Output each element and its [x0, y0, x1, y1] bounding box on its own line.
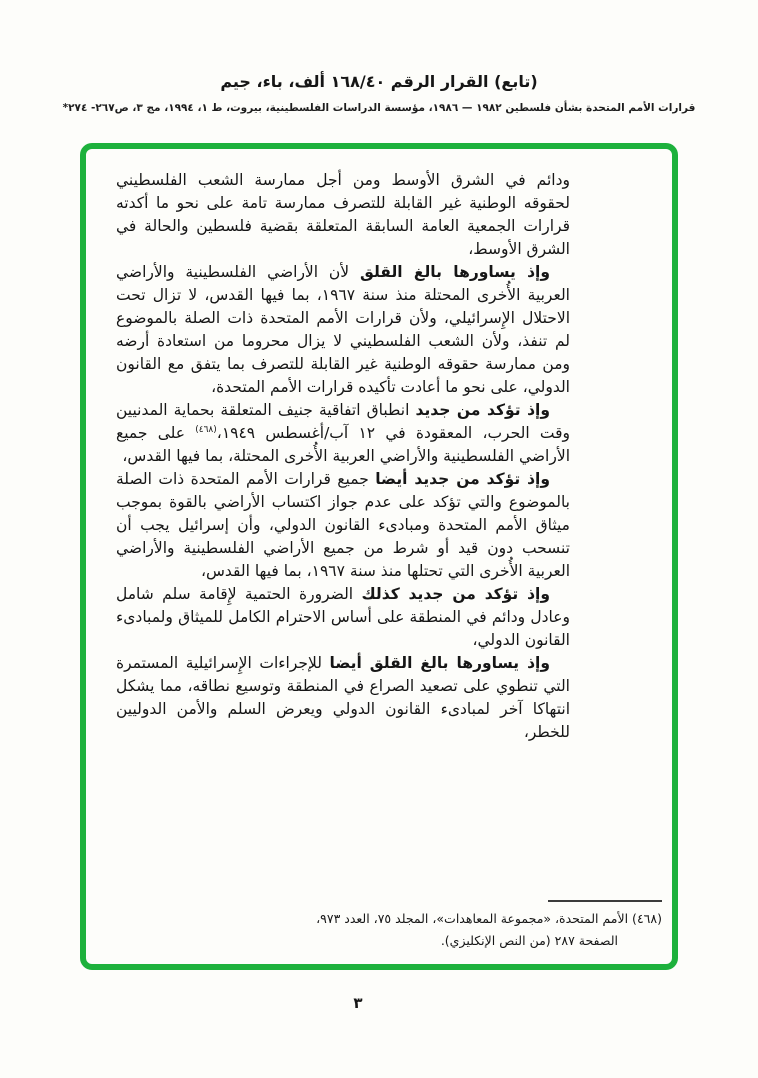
paragraph — [116, 261, 570, 399]
page-title: (تابع) القرار الرقم ١٦٨/٤٠ ألف، باء، جيم — [220, 72, 538, 91]
source-citation: قرارات الأمم المتحدة بشأن فلسطين ١٩٨٢ — ١٩٨٦، مؤسسة الدراسات الفلسطينية، بيروت، ط ١، ١٩٩٤، مج ٣، ص٢٦٧- ٢٧٤* — [62, 102, 696, 114]
paragraph-lead: وإذ يساورها بالغ القلق أيضا — [329, 654, 550, 672]
footnote-ref-marker: (٤٦٨) — [195, 424, 217, 435]
paragraph-lead: وإذ يساورها بالغ القلق — [360, 263, 550, 281]
document-frame — [80, 143, 678, 970]
paragraph — [116, 169, 570, 261]
paragraph-lead: وإذ تؤكد من جديد أيضا — [375, 470, 550, 488]
paragraph — [116, 652, 570, 744]
paragraph — [116, 468, 570, 583]
footnote-separator — [548, 900, 662, 902]
paragraph-lead: وإذ تؤكد من جديد كذلك — [361, 585, 550, 603]
footnote-line: (٤٦٨) الأمم المتحدة، «مجموعة المعاهدات»، المجلد ٧٥، العدد ٩٧٣، — [316, 911, 662, 926]
paragraph-text: ودائم في الشرق الأوسط ومن أجل ممارسة الشعب الفلسطيني لحقوقه الوطنية غير القابلة للتصرف ممارسة تامة على نحو ما أكدته قرارات الجمعية العامة السابقة المتعلقة بقضية فلسطين والحالة في الشرق الأوسط، — [116, 171, 570, 258]
paragraph-text: انطباق اتفاقية جنيف المتعلقة بحماية المدنيين وقت الحرب، المعقودة في ١٢ آب/أغسطس ١٩٤٩، — [116, 401, 570, 442]
paragraph — [116, 399, 570, 468]
paragraph-text: لأن الأراضي الفلسطينية والأراضي العربية الأُخرى المحتلة منذ سنة ١٩٦٧، بما فيها القدس، لا تزال تحت الاحتلال الإِسرائيلي، ولأن قرارات الأمم المتحدة ذات الصلة بالموضوع لم تنفذ، ولأن الشعب الفلسطيني لا يزال محروما من استعادة أرضه ومن ممارسة حقوقه الوطنية غير القابلة للتصرف بما يتفق مع القانون الدولي، على نحو ما أعادت تأكيده قرارات الأمم المتحدة، — [116, 263, 570, 396]
paragraph-text: على جميع الأراضي الفلسطينية والأراضي العربية الأُخرى المحتلة، بما فيها القدس، — [116, 424, 570, 465]
footnote — [312, 900, 662, 952]
body-text — [116, 169, 570, 744]
paragraph-text: للإجراءات الإِسرائيلية المستمرة التي تنطوي على تصعيد الصراع في المنطقة وتوسيع نطاقه، مما يشكل انتهاكا آخر لمبادىء القانون الدولي ويعرض السلم والأمن الدوليين للخطر، — [116, 654, 570, 741]
footnote-line: الصفحة ٢٨٧ (من النص الإنكليزي). — [440, 933, 618, 948]
paragraph-text: جميع قرارات الأمم المتحدة ذات الصلة بالموضوع والتي تؤكد على عدم جواز اكتساب الأراضي بالقوة بموجب ميثاق الأمم المتحدة ومبادىء القانون الدولي، وأن إسرائيل يجب أن تنسحب دون قيد أو شرط من جميع الأراضي الفلسطينية والأراضي العربية الأُخرى التي تحتلها منذ سنة ١٩٦٧، بما فيها القدس، — [116, 470, 570, 580]
paragraph-text: الضرورة الحتمية لإِقامة سلم شامل وعادل ودائم في المنطقة على أساس الاحترام الكامل للميثاق ولمبادىء القانون الدولي، — [116, 585, 570, 649]
paragraph-lead: وإذ تؤكد من جديد — [415, 401, 550, 419]
page-number: ٣ — [353, 994, 363, 1012]
paragraph — [116, 583, 570, 652]
